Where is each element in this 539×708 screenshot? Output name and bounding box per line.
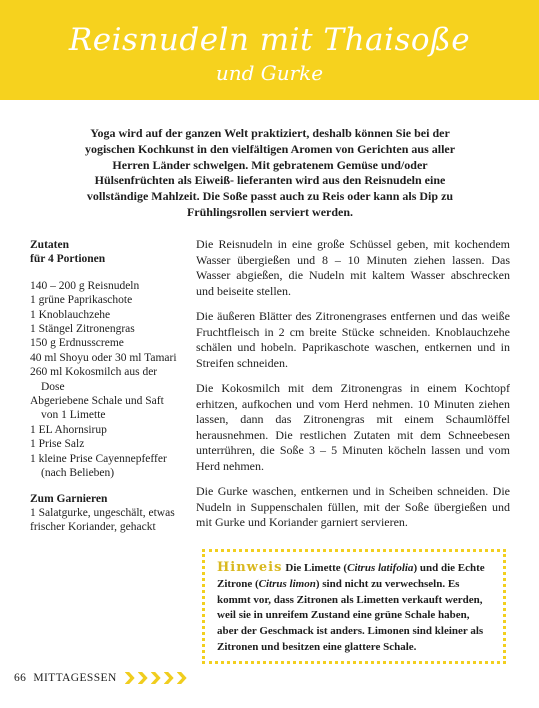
instruction-step: Die Reisnudeln in eine große Schüssel geben, mit kochendem Wasser übergießen und 8 – 10 Minuten ziehen lassen. Das Wasser abgießen, die Nudeln mit kaltem Wasser abschrecken und beiseite stellen. [196,237,510,298]
ingredient-item: 1 kleine Prise Cayennepfeffer (nach Belieben) [30,452,167,480]
ingredient-item: 1 Knoblauchzehe [30,308,111,321]
hint-text-1: Die Limette ( [285,562,348,574]
instruction-step: Die äußeren Blätter des Zitronengrases entfernen und das weiße Fruchtfleisch in 2 cm breite Stücke schneiden. Knoblauchzehe schälen und hobeln. Paprikaschote waschen, entkernen und in Streifen schneiden. [196,309,510,370]
instruction-step: Die Gurke waschen, entkernen und in Scheiben schneiden. Die Nudeln in Suppenschalen füllen, mit der Soße übergießen und mit Gurke und Koriander garniert servieren. [196,484,510,529]
ingredient-item: 1 grüne Paprikaschote [30,294,133,307]
ingredient-item: Abgeriebene Schale und Saft von 1 Limette [30,395,164,422]
title-banner [0,0,539,100]
hint-latin-2: Citrus limon [258,577,316,590]
garnish-heading: Zum Garnieren [30,492,108,505]
hint-label: Hinweis [217,560,283,575]
ingredient-item: 40 ml Shoyu oder 30 ml Tamari [30,351,177,364]
recipe-subtitle: und Gurke [215,61,324,85]
section-name: MITTAGESSEN [33,672,117,684]
instructions [196,237,510,541]
page-number: 66 [14,672,27,684]
instruction-step: Die Kokosmilch mit dem Zitronengras in einem Kochtopf erhitzen, aufkochen und vom Herd nehmen. 10 Minuten ziehen lassen, dann das Zitronengras mit einem Schaumlöffel herausnehmen. Die restlichen Zutaten mit dem Schneebesen unterrühren, die Soße 3 – 5 Minuten köcheln lassen und vom Herd nehmen. [196,381,510,473]
recipe-title: Reisnudeln mit Thaisoße [68,22,471,58]
hint-latin-1: Citrus latifolia [347,562,414,574]
chevron-decoration-icon [125,672,190,684]
page-footer [14,672,190,684]
ingredient-item: 260 ml Kokosmilch aus der Dose [30,366,158,393]
hint-text-2: ) und die Echte Zitrone ( [217,562,485,590]
intro-paragraph: Yoga wird auf der ganzen Welt praktiziert, deshalb können Sie bei der yogischen Kochkunst in den vielfältigen Aromen von Gerichten aus aller Herren Länder schwelgen. Mit gebratenem Gemüse und/oder Hülsenfrüchten als Eiweiß- lieferanten wird aus den Reisnudeln eine vollständige Mahlzeit. Die Soße passt auch zu Reis oder kann als Dip zu Frühlingsrollen serviert werden. [84,126,456,219]
ingredients-sidebar [30,238,180,535]
ingredient-item: 1 Stängel Zitronengras [30,323,135,336]
hint-text-3: ) sind nicht zu verwechseln. Es kommt vor, dass Zitronen als Limetten verkauft werden, weil sie in unreifem Zustand eine grüne Schale haben, aber der Geschmack ist anders. Limonen sind kleiner als Zitronen und besitzen eine glattere Schale. [217,577,484,653]
ingredients-heading: Zutaten [30,239,69,251]
hint-box [202,549,506,664]
ingredient-item: 150 g Erdnusscreme [30,337,124,350]
ingredient-item: 1 Prise Salz [30,438,85,451]
ingredient-item: 140 – 200 g Reisnudeln [30,279,140,292]
servings-heading: für 4 Portionen [30,253,106,266]
ingredient-item: 1 EL Ahornsirup [30,423,107,436]
garnish-text: 1 Salatgurke, ungeschält, etwas frischer Koriander, gehackt [30,506,175,534]
